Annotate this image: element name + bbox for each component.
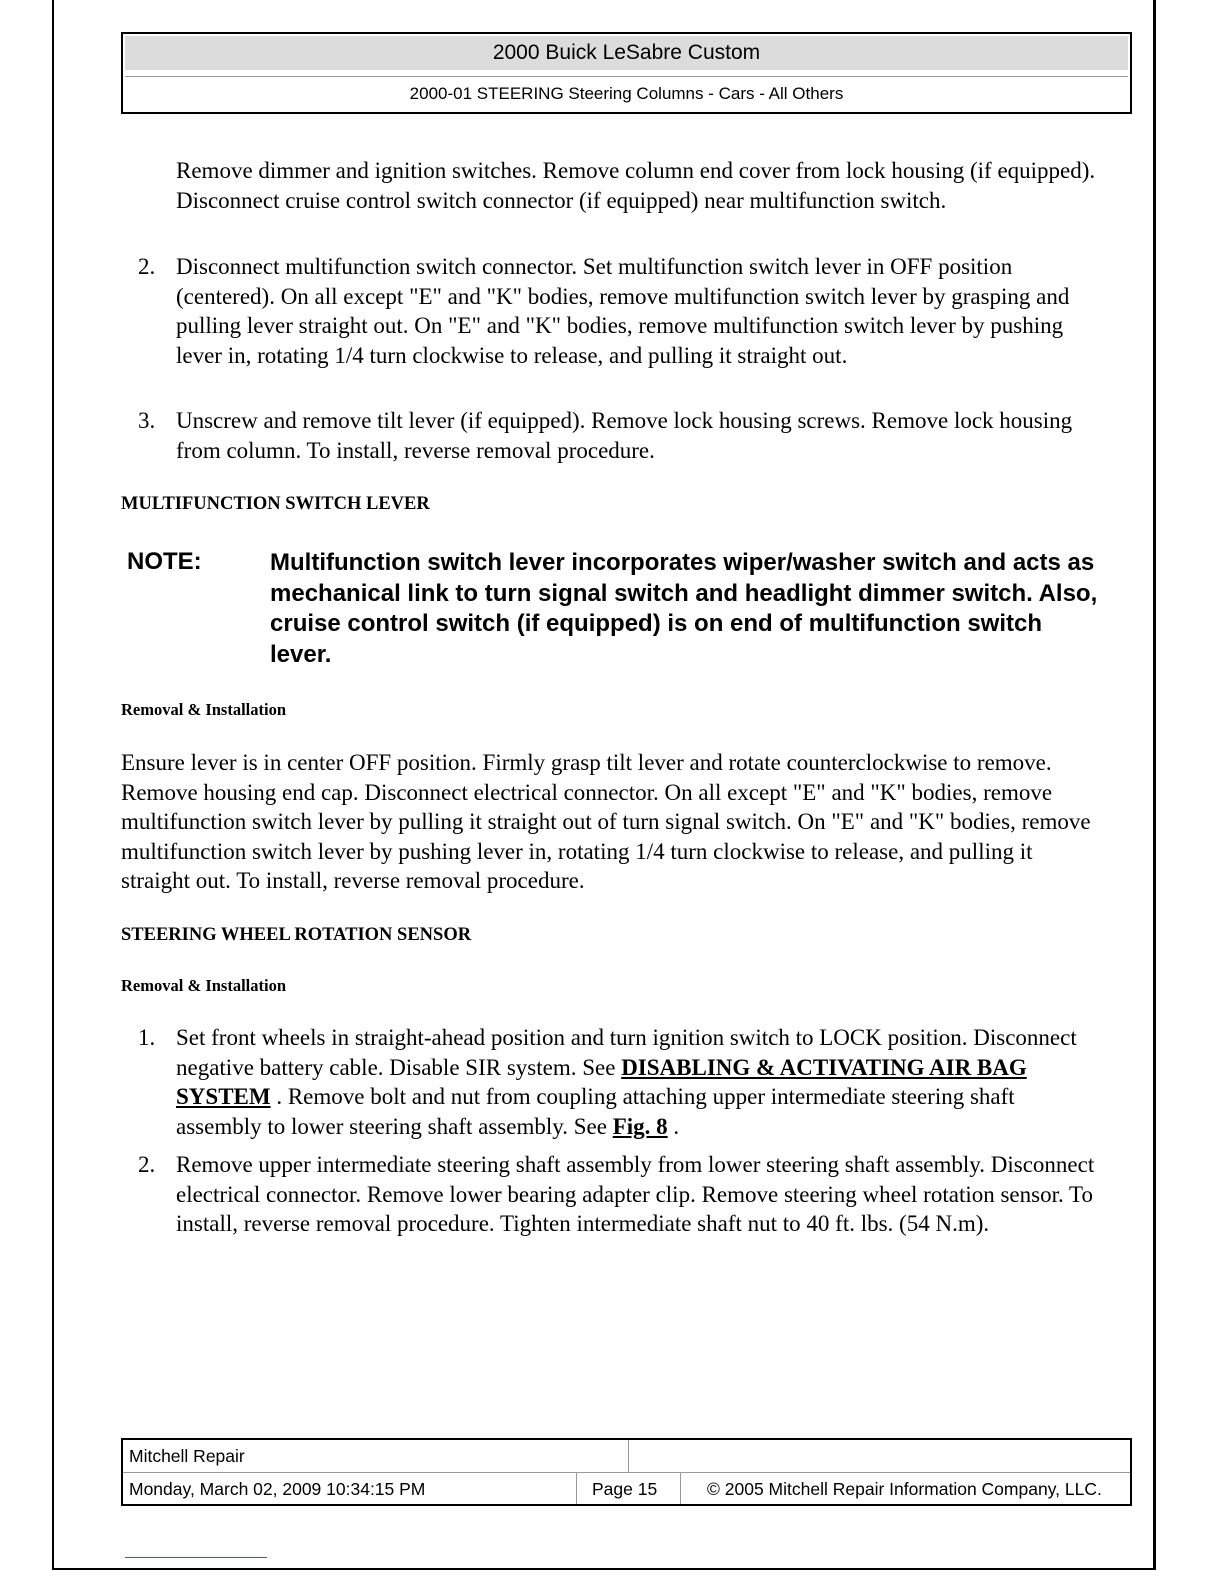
document-footer — [121, 1438, 1132, 1506]
fig-8-link[interactable]: Fig. 8 — [612, 1113, 668, 1139]
vehicle-title: 2000 Buick LeSabre Custom — [125, 36, 1128, 70]
step-1-continuation: Remove dimmer and ignition switches. Remove column end cover from lock housing (if equipped). Disconnect cruise control switch connector (if equipped) near multifunction switch. — [176, 158, 1096, 213]
step-text-part: . — [667, 1113, 680, 1139]
section-subtitle: 2000-01 STEERING Steering Columns - Cars - All Others — [125, 76, 1128, 111]
subheading-removal-installation: Removal & Installation — [121, 976, 286, 995]
note-text: Multifunction switch lever incorporates wiper/washer switch and acts as mechanical link to turn signal switch and headlight dimmer switch. Also, cruise control switch (if equipped) is on end of multifunction switch lever. — [270, 549, 1098, 668]
footer-divider — [123, 1472, 1130, 1473]
step-text-part: . Remove bolt and nut from coupling attaching upper intermediate steering shaft assembly to lower steering shaft assembly. See — [176, 1084, 1015, 1139]
footer-page-number: Page 15 — [592, 1479, 658, 1499]
step-text: Unscrew and remove tilt lever (if equipped). Remove lock housing screws. Remove lock housing from column. To install, reverse removal procedure. — [176, 408, 1073, 463]
footer-divider — [628, 1440, 629, 1472]
step-text-part: Set front wheels in straight-ahead position and turn ignition switch to LOCK position. Disconnect negative battery cable. Disable SIR system. See — [176, 1025, 1077, 1080]
step-number: 3. — [138, 408, 156, 433]
footer-divider — [576, 1472, 577, 1504]
step-text — [176, 1023, 1098, 1141]
step-text: Remove upper intermediate steering shaft assembly from lower steering shaft assembly. Disconnect electrical connector. Remove lower bearing adapter clip. Remove steering wheel rotation sensor. To install, reverse removal procedure. Tighten intermediate shaft nut to 40 ft. lbs. (54 N.m). — [176, 1152, 1095, 1236]
document-header — [121, 32, 1132, 114]
note-label: NOTE: — [127, 548, 202, 575]
step-number: 2. — [138, 254, 156, 279]
step-number: 2. — [138, 1152, 156, 1177]
footer-datetime: Monday, March 02, 2009 10:34:15 PM — [129, 1479, 426, 1499]
footer-divider — [680, 1472, 681, 1504]
step-number: 1. — [138, 1025, 156, 1050]
section-heading-multifunction: MULTIFUNCTION SWITCH LEVER — [121, 494, 430, 514]
multifunction-paragraph: Ensure lever is in center OFF position. Firmly grasp tilt lever and rotate counterclockwise to remove. Remove housing end cap. Disconnect electrical connector. On all except "E" and "K" bodies, remove multifunction switch lever by pulling it straight out of turn signal switch. On "E" and "K" bodies, remove multifunction switch lever by pushing lever in, rotating 1/4 turn clockwise to release, and pulling it straight out. To install, reverse removal procedure. — [121, 750, 1091, 893]
footer-copyright: © 2005 Mitchell Repair Information Company, LLC. — [707, 1479, 1102, 1499]
disabling-airbag-link[interactable]: DISABLING & ACTIVATING AIR BAG SYSTEM — [176, 1054, 1027, 1109]
subheading-removal-installation: Removal & Installation — [121, 700, 286, 719]
section-heading-rotation-sensor: STEERING WHEEL ROTATION SENSOR — [121, 925, 472, 945]
bottom-rule — [125, 1557, 267, 1558]
footer-company: Mitchell Repair — [129, 1446, 245, 1466]
step-text: Disconnect multifunction switch connector. Set multifunction switch lever in OFF position (centered). On all except "E" and "K" bodies, remove multifunction switch lever by grasping and pulling lever straight out. On "E" and "K" bodies, remove multifunction switch lever by pushing lever in, rotating 1/4 turn clockwise to release, and pulling it straight out. — [176, 254, 1070, 368]
